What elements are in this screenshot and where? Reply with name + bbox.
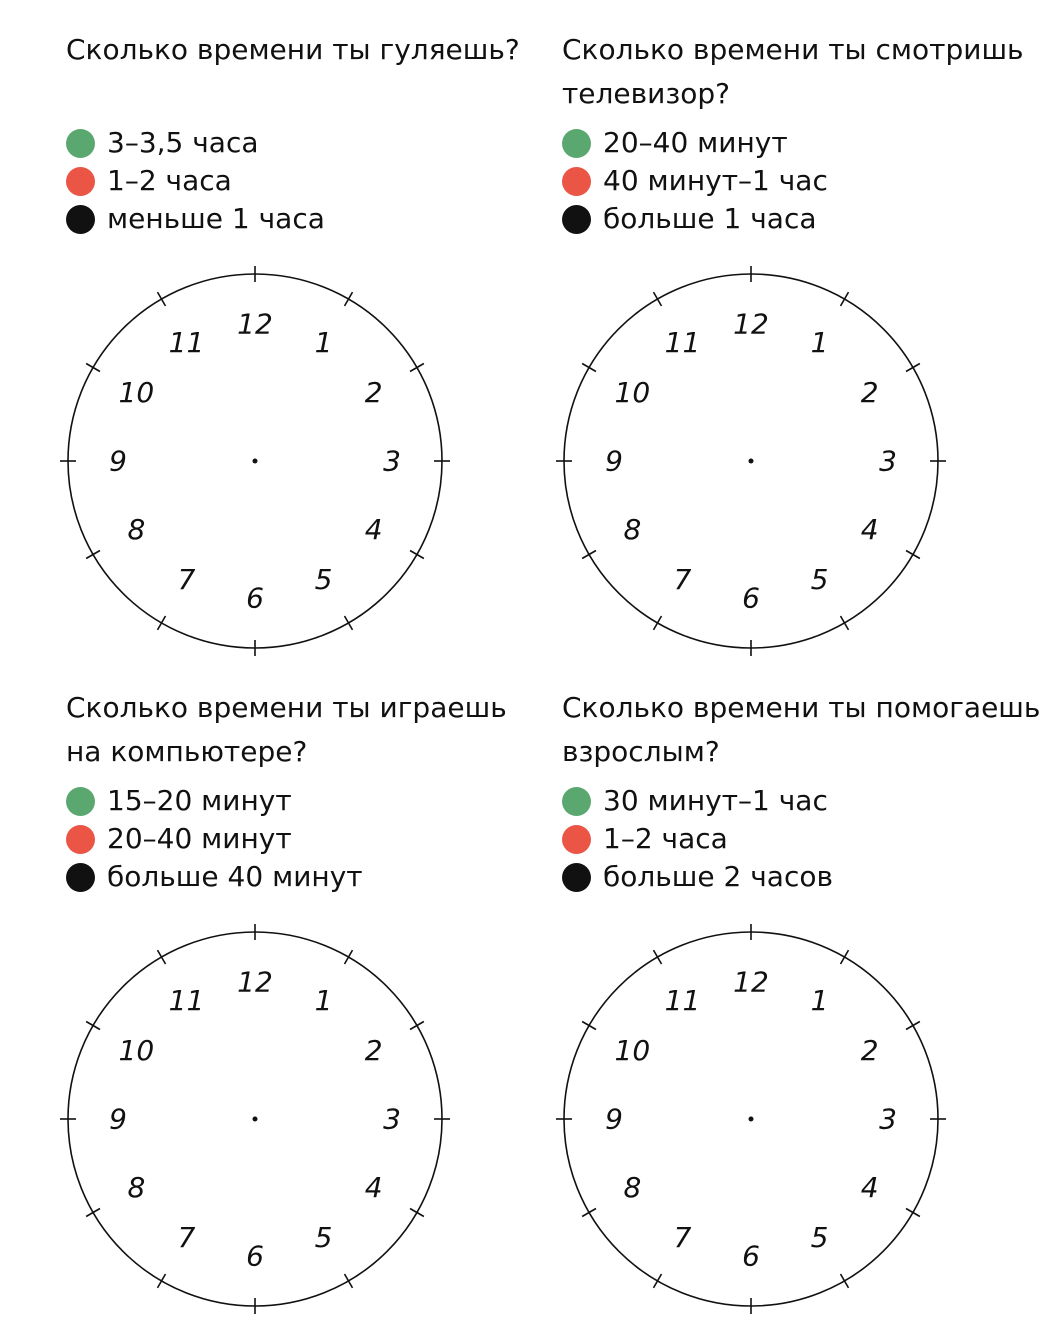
legend-label: больше 40 минут — [107, 860, 363, 893]
center-dot — [749, 1117, 754, 1122]
legend-item-red — [66, 162, 546, 200]
hour-number: 2 — [860, 376, 879, 409]
panel-helping — [562, 686, 1041, 1336]
clock-face — [562, 272, 940, 650]
hour-number: 10 — [118, 376, 155, 409]
hour-tick — [582, 1022, 596, 1030]
legend — [562, 782, 1041, 896]
hour-number: 11 — [168, 325, 205, 359]
hour-tick — [906, 1022, 920, 1030]
legend-label: больше 2 часов — [603, 860, 833, 893]
legend-item-green — [562, 782, 1041, 820]
hour-tick — [582, 364, 596, 372]
legend-label: 30 минут–1 час — [603, 784, 828, 817]
hour-tick — [345, 616, 353, 630]
clock-face — [562, 930, 940, 1308]
hour-number: 2 — [364, 1034, 383, 1067]
legend-label: 3–3,5 часа — [107, 126, 259, 159]
question-title: Сколько времени ты играешь на компьютере? — [66, 691, 507, 768]
legend-label: 20–40 минут — [107, 822, 292, 855]
hour-tick — [841, 292, 849, 306]
hour-tick — [654, 1274, 662, 1288]
hour-number: 8 — [623, 513, 642, 546]
hour-tick — [654, 292, 662, 306]
hour-tick — [345, 292, 353, 306]
hour-number: 5 — [810, 563, 829, 597]
green-dot-icon — [66, 787, 95, 816]
hour-tick — [410, 1209, 424, 1217]
black-dot-icon — [66, 863, 95, 892]
hour-number: 6 — [742, 581, 760, 615]
hour-number: 9 — [605, 1102, 623, 1136]
center-dot — [749, 459, 754, 464]
green-dot-icon — [562, 787, 591, 816]
hour-number: 11 — [168, 983, 205, 1017]
hour-number: 10 — [614, 376, 651, 409]
legend-item-red — [562, 162, 1041, 200]
legend-item-black — [66, 200, 546, 238]
legend — [562, 124, 1041, 238]
legend-label: 20–40 минут — [603, 126, 788, 159]
hour-number: 1 — [810, 983, 829, 1017]
hour-number: 6 — [246, 1239, 264, 1273]
hour-number: 3 — [879, 444, 897, 478]
question-title: Сколько времени ты гуляешь? — [66, 33, 520, 66]
legend — [66, 124, 546, 238]
hour-tick — [345, 1274, 353, 1288]
green-dot-icon — [562, 129, 591, 158]
hour-tick — [86, 551, 100, 559]
hour-tick — [410, 364, 424, 372]
hour-tick — [841, 950, 849, 964]
hour-number: 4 — [364, 1171, 383, 1204]
question-title: Сколько времени ты смотришь телевизор? — [562, 33, 1024, 110]
hour-number: 3 — [383, 1102, 401, 1136]
legend-item-black — [562, 200, 1041, 238]
panel-tv — [562, 28, 1041, 678]
hour-tick — [86, 364, 100, 372]
question-title: Сколько времени ты помогаешь взрослым? — [562, 691, 1041, 768]
hour-number: 12 — [733, 965, 769, 999]
hour-tick — [86, 1209, 100, 1217]
hour-number: 2 — [860, 1034, 879, 1067]
hour-number: 8 — [127, 513, 146, 546]
legend-label: 40 минут–1 час — [603, 164, 828, 197]
black-dot-icon — [66, 205, 95, 234]
hour-number: 1 — [314, 983, 333, 1017]
hour-tick — [158, 1274, 166, 1288]
hour-number: 9 — [109, 444, 127, 478]
black-dot-icon — [562, 205, 591, 234]
black-dot-icon — [562, 863, 591, 892]
hour-tick — [345, 950, 353, 964]
hour-number: 7 — [177, 1221, 196, 1255]
hour-number: 12 — [237, 965, 273, 999]
hour-number: 8 — [623, 1171, 642, 1204]
legend-label: 1–2 часа — [603, 822, 728, 855]
legend — [66, 782, 546, 896]
legend-item-black — [562, 858, 1041, 896]
hour-tick — [158, 616, 166, 630]
legend-label: больше 1 часа — [603, 202, 817, 235]
hour-number: 4 — [860, 1171, 879, 1204]
center-dot — [253, 459, 258, 464]
legend-item-red — [66, 820, 546, 858]
center-dot — [253, 1117, 258, 1122]
legend-item-black — [66, 858, 546, 896]
hour-tick — [582, 1209, 596, 1217]
hour-number: 12 — [733, 307, 769, 341]
hour-tick — [158, 292, 166, 306]
hour-tick — [158, 950, 166, 964]
hour-number: 7 — [673, 1221, 692, 1255]
hour-number: 10 — [118, 1034, 155, 1067]
hour-tick — [410, 551, 424, 559]
hour-tick — [582, 551, 596, 559]
hour-number: 1 — [810, 325, 829, 359]
legend-item-red — [562, 820, 1041, 858]
hour-number: 2 — [364, 376, 383, 409]
legend-item-green — [66, 124, 546, 162]
clock-face — [66, 272, 444, 650]
hour-number: 9 — [605, 444, 623, 478]
hour-number: 12 — [237, 307, 273, 341]
hour-number: 11 — [664, 325, 701, 359]
red-dot-icon — [562, 825, 591, 854]
hour-number: 5 — [810, 1221, 829, 1255]
hour-number: 11 — [664, 983, 701, 1017]
hour-tick — [906, 1209, 920, 1217]
hour-number: 6 — [742, 1239, 760, 1273]
red-dot-icon — [66, 825, 95, 854]
hour-number: 9 — [109, 1102, 127, 1136]
hour-tick — [654, 616, 662, 630]
legend-label: меньше 1 часа — [107, 202, 325, 235]
hour-number: 3 — [879, 1102, 897, 1136]
hour-tick — [841, 616, 849, 630]
red-dot-icon — [562, 167, 591, 196]
legend-label: 1–2 часа — [107, 164, 232, 197]
legend-item-green — [562, 124, 1041, 162]
hour-tick — [654, 950, 662, 964]
green-dot-icon — [66, 129, 95, 158]
hour-tick — [410, 1022, 424, 1030]
hour-number: 10 — [614, 1034, 651, 1067]
panel-walking — [66, 28, 566, 678]
hour-number: 4 — [860, 513, 879, 546]
clock-face — [66, 930, 444, 1308]
red-dot-icon — [66, 167, 95, 196]
hour-number: 3 — [383, 444, 401, 478]
legend-item-green — [66, 782, 546, 820]
hour-number: 4 — [364, 513, 383, 546]
hour-tick — [906, 364, 920, 372]
hour-number: 8 — [127, 1171, 146, 1204]
hour-number: 5 — [314, 563, 333, 597]
hour-number: 5 — [314, 1221, 333, 1255]
legend-label: 15–20 минут — [107, 784, 292, 817]
panel-computer — [66, 686, 566, 1336]
hour-number: 7 — [673, 563, 692, 597]
hour-number: 7 — [177, 563, 196, 597]
hour-number: 6 — [246, 581, 264, 615]
hour-tick — [841, 1274, 849, 1288]
hour-number: 1 — [314, 325, 333, 359]
hour-tick — [906, 551, 920, 559]
hour-tick — [86, 1022, 100, 1030]
